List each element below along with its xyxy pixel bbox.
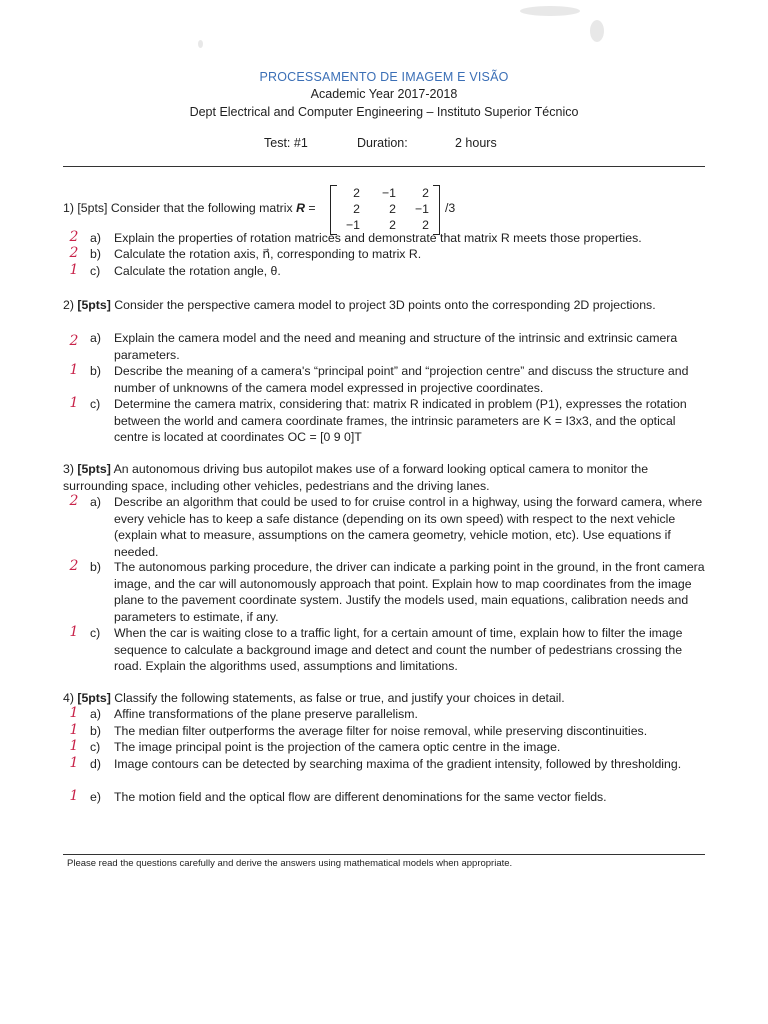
grade-mark: 2: [69, 333, 79, 349]
grade-mark: 2: [69, 493, 79, 509]
matrix-cell: 2: [422, 186, 429, 200]
scan-speck: [520, 6, 580, 16]
question-1-stem: 1) [5pts] Consider that the following matrix R =: [63, 201, 316, 215]
header-divider: [63, 166, 705, 167]
test-number: Test: #1: [264, 136, 308, 150]
course-title: PROCESSAMENTO DE IMAGEM E VISÃO: [259, 70, 509, 84]
question-4-stem: 4) [5pts] Classify the following statements, as false or true, and justify your choices in detail.: [63, 691, 565, 705]
matrix-cell: 2: [353, 186, 360, 200]
rotation-matrix: [330, 183, 470, 235]
department: Dept Electrical and Computer Engineering – Instituto Superior Técnico: [189, 105, 579, 119]
scan-speck: [590, 20, 604, 42]
grade-mark: 1: [69, 262, 79, 278]
matrix-cell: 2: [353, 202, 360, 216]
grade-mark: 1: [69, 755, 79, 771]
grade-mark: 2: [69, 558, 79, 574]
matrix-bracket-right: [433, 185, 440, 235]
footer-instruction: Please read the questions carefully and derive the answers using mathematical models when appropriate.: [67, 858, 513, 869]
matrix-cell: −1: [414, 202, 429, 216]
grade-mark: 1: [69, 788, 79, 804]
grade-mark: 1: [69, 722, 79, 738]
grade-mark: 2: [69, 229, 79, 245]
academic-year: Academic Year 2017-2018: [310, 87, 458, 101]
matrix-cell: −1: [381, 186, 396, 200]
grade-mark: 1: [69, 362, 79, 378]
grade-mark: 1: [69, 705, 79, 721]
question-2-stem: 2) [5pts] Consider the perspective camera model to project 3D points onto the corresponding 2D projections.: [63, 298, 656, 312]
grade-mark: 2: [69, 245, 79, 261]
matrix-divisor: /3: [445, 201, 456, 215]
grade-mark: 1: [69, 738, 79, 754]
question-3-stem: 3) [5pts] An autonomous driving bus autopilot makes use of a forward looking optical camera to monitor the surrounding space, including other vehicles, pedestrians and the driving lanes.: [63, 462, 649, 493]
scan-speck: [198, 40, 203, 48]
matrix-cell: 2: [389, 218, 396, 232]
exam-page: PROCESSAMENTO DE IMAGEM E VISÃO Academic Year 2017-2018 Dept Electrical and Computer Engineering – Instituto Superior Técnico Test: #1 Duration: 2 hours 1) [5pts] Consider that the following matrix R = 2 −1 2 2 2 −1 −1 2 2 /3 2 a) Explain the properties of rotation matrices and demonstrate that matrix R meets those properties. 2 b) Calculate the rotation axis, n⃗, corresponding to matrix R. 1 c) Calculate the rotation angle, θ. 2) [5pts] Consider the perspective camera model to project 3D points onto the corresponding 2D projections. 2 a) Explain the camera model and the need and meaning and structure of the intrinsic and extrinsic camera parameters. 1 b) Describe the meaning of a camera's “principal point” and “projection centre” and discuss the structure and number of unknowns of the camera model expressed in projective coordinates. 1 c) Determine the camera matrix, considering that: matrix R indicated in problem (P1), expresses the rotation between the world and camera coordinate frames, the intrinsic parameters are K = I3x3, and the optical centre is located at coordinates OC = [0 9 0]T 3) [5pts] An autonomous driving bus autopilot makes use of a forward looking optical camera to monitor the surrounding space, including other vehicles, pedestrians and the driving lanes. 2 a) Describe an algorithm that could be used to for cruise control in a highway, using the forward camera, where every vehicle has to keep a safe distance (depending on its own speed) with respect to the next vehicle (explain what to measure, assumptions on the camera geometry, vehicle motion, etc). Use equations if needed. 2 b) The autonomous parking procedure, the driver can indicate a parking point in the ground, in the front camera image, and the car will autonomously approach that point. Explain how to map coordinates from the image plane to the pavement coordinate system. Justify the models used, main equations, calibration needs and parameters to estimate, if any. 1 c) When the car is waiting close to a traffic light, for a certain amount of time, explain how to filter the image sequence to calculate a background image and detect and count the number of pedestrians crossing the road. Explain the algorithms used, assumptions and limitations. 4) [5pts] Classify the following statements, as false or true, and justify your choices in detail. 1 a) Affine transformations of the plane preserve parallelism. 1 b) The median filter outperforms the average filter for noise removal, while preserving discontinuities. 1 c) The image principal point is the projection of the camera optic centre in the image. 1 d) Image contours can be detected by searching maxima of the gradient intensity, followed by thresholding. 1 e) The motion field and the optical flow are different denominations for the same vector fields. Please read the questions carefully and derive the answers using mathematical models when appropriate.: [0, 0, 768, 1024]
footer-divider: [63, 854, 705, 855]
matrix-cell: −1: [345, 218, 360, 232]
grade-mark: 1: [69, 624, 79, 640]
duration-value: 2 hours: [455, 136, 497, 150]
matrix-cell: 2: [389, 202, 396, 216]
grade-mark: 1: [69, 395, 79, 411]
matrix-cell: 2: [422, 218, 429, 232]
duration-label: Duration:: [357, 136, 408, 150]
